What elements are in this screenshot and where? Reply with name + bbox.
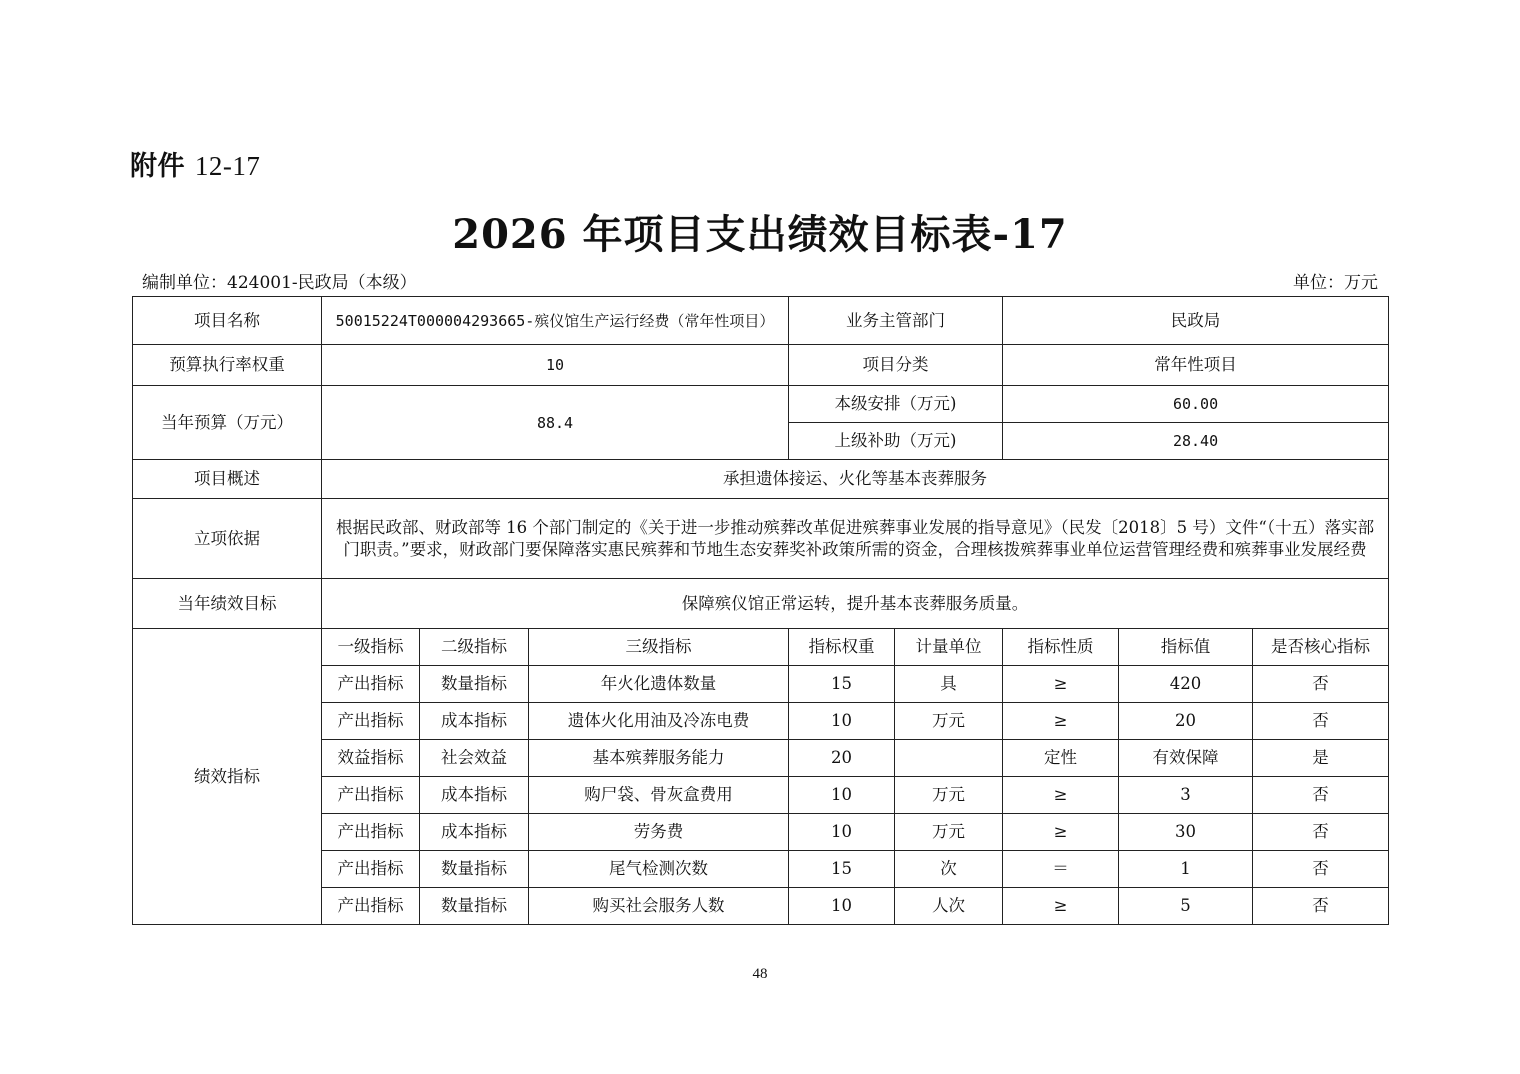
summary-label: 项目概述 — [133, 460, 322, 499]
indicator-row — [133, 740, 1389, 777]
cell-weight: 20 — [789, 740, 895, 777]
dept-value: 民政局 — [1003, 297, 1389, 345]
indicator-row — [133, 666, 1389, 703]
page-number: 48 — [752, 966, 768, 982]
project-name-value: 50015224T000004293665-殡仪馆生产运行经费（常年性项目） — [322, 297, 789, 345]
indicator-row — [133, 777, 1389, 814]
cell-level1: 产出指标 — [322, 703, 420, 740]
cell-core: 否 — [1253, 666, 1389, 703]
cell-core: 否 — [1253, 851, 1389, 888]
cell-core: 否 — [1253, 814, 1389, 851]
cell-unit: 万元 — [895, 703, 1003, 740]
cell-level2: 成本指标 — [420, 703, 529, 740]
basis-label: 立项依据 — [133, 499, 322, 579]
indicator-row — [133, 814, 1389, 851]
upper-value: 28.40 — [1003, 423, 1389, 460]
cell-weight: 10 — [789, 703, 895, 740]
header-value: 指标值 — [1119, 629, 1253, 666]
header-core: 是否核心指标 — [1253, 629, 1389, 666]
cell-value: 420 — [1119, 666, 1253, 703]
cell-level3: 购买社会服务人数 — [529, 888, 789, 925]
money-unit: 单位：万元 — [1293, 273, 1378, 293]
header-unit: 计量单位 — [895, 629, 1003, 666]
cell-level1: 产出指标 — [322, 888, 420, 925]
cell-core: 否 — [1253, 777, 1389, 814]
cell-core: 是 — [1253, 740, 1389, 777]
cell-weight: 10 — [789, 888, 895, 925]
cell-nature: ＝ — [1003, 851, 1119, 888]
basis-value: 根据民政部、财政部等 16 个部门制定的《关于进一步推动殡葬改革促进殡葬事业发展的指导意见》（民发〔2018〕5 号）文件“（十五）落实部门职责。”要求，财政部门要保障落实惠民殡葬和节地生态安葬奖补政策所需的资金，合理核拨殡葬事业单位运营管理经费和殡葬事业发展经费 — [322, 499, 1389, 579]
cell-unit: 具 — [895, 666, 1003, 703]
cell-level3: 劳务费 — [529, 814, 789, 851]
cell-core: 否 — [1253, 888, 1389, 925]
cell-weight: 10 — [789, 814, 895, 851]
header-nature: 指标性质 — [1003, 629, 1119, 666]
cell-unit: 万元 — [895, 814, 1003, 851]
attachment-prefix: 附件 — [130, 151, 185, 182]
cell-nature: ≥ — [1003, 814, 1119, 851]
cell-level3: 年火化遗体数量 — [529, 666, 789, 703]
cell-value: 20 — [1119, 703, 1253, 740]
cell-weight: 10 — [789, 777, 895, 814]
cell-level1: 效益指标 — [322, 740, 420, 777]
cell-nature: ≥ — [1003, 703, 1119, 740]
header-level1: 一级指标 — [322, 629, 420, 666]
cell-level2: 成本指标 — [420, 777, 529, 814]
row-weight — [133, 345, 1389, 386]
cell-level1: 产出指标 — [322, 777, 420, 814]
project-name-label: 项目名称 — [133, 297, 322, 345]
upper-label: 上级补助（万元) — [789, 423, 1003, 460]
row-budget-local — [133, 386, 1389, 423]
page-title: 2026 年项目支出绩效目标表-17 — [452, 211, 1068, 258]
indicator-row — [133, 851, 1389, 888]
goal-label: 当年绩效目标 — [133, 579, 322, 629]
cell-weight: 15 — [789, 851, 895, 888]
weight-label: 预算执行率权重 — [133, 345, 322, 386]
weight-value: 10 — [322, 345, 789, 386]
row-basis — [133, 499, 1389, 579]
budget-value: 88.4 — [322, 386, 789, 460]
cell-level3: 购尸袋、骨灰盒费用 — [529, 777, 789, 814]
header-level2: 二级指标 — [420, 629, 529, 666]
category-label: 项目分类 — [789, 345, 1003, 386]
cell-value: 3 — [1119, 777, 1253, 814]
cell-value: 1 — [1119, 851, 1253, 888]
cell-level3: 尾气检测次数 — [529, 851, 789, 888]
header-weight: 指标权重 — [789, 629, 895, 666]
cell-core: 否 — [1253, 703, 1389, 740]
cell-nature: ≥ — [1003, 888, 1119, 925]
indicator-row — [133, 703, 1389, 740]
attachment-number: 12-17 — [194, 151, 261, 181]
cell-level1: 产出指标 — [322, 814, 420, 851]
cell-level2: 数量指标 — [420, 851, 529, 888]
cell-level2: 成本指标 — [420, 814, 529, 851]
cell-nature: ≥ — [1003, 777, 1119, 814]
row-project-name — [133, 297, 1389, 345]
row-goal — [133, 579, 1389, 629]
header-level3: 三级指标 — [529, 629, 789, 666]
row-summary — [133, 460, 1389, 499]
cell-level1: 产出指标 — [322, 666, 420, 703]
summary-value: 承担遗体接运、火化等基本丧葬服务 — [322, 460, 1389, 499]
cell-level3: 遗体火化用油及冷冻电费 — [529, 703, 789, 740]
indicator-row — [133, 888, 1389, 925]
cell-level2: 数量指标 — [420, 666, 529, 703]
cell-level1: 产出指标 — [322, 851, 420, 888]
compiling-unit: 编制单位：424001-民政局（本级） — [142, 273, 417, 293]
indicators-label: 绩效指标 — [133, 629, 322, 925]
row-indicator-header — [133, 629, 1389, 666]
performance-target-table — [132, 296, 1389, 925]
cell-unit: 万元 — [895, 777, 1003, 814]
dept-label: 业务主管部门 — [789, 297, 1003, 345]
cell-nature: 定性 — [1003, 740, 1119, 777]
goal-value: 保障殡仪馆正常运转，提升基本丧葬服务质量。 — [322, 579, 1389, 629]
local-label: 本级安排（万元) — [789, 386, 1003, 423]
cell-level3: 基本殡葬服务能力 — [529, 740, 789, 777]
cell-nature: ≥ — [1003, 666, 1119, 703]
cell-value: 30 — [1119, 814, 1253, 851]
local-value: 60.00 — [1003, 386, 1389, 423]
category-value: 常年性项目 — [1003, 345, 1389, 386]
cell-value: 5 — [1119, 888, 1253, 925]
cell-value: 有效保障 — [1119, 740, 1253, 777]
budget-label: 当年预算（万元） — [133, 386, 322, 460]
cell-level2: 社会效益 — [420, 740, 529, 777]
cell-level2: 数量指标 — [420, 888, 529, 925]
cell-unit — [895, 740, 1003, 777]
cell-weight: 15 — [789, 666, 895, 703]
attachment-label — [130, 144, 260, 183]
cell-unit: 人次 — [895, 888, 1003, 925]
cell-unit: 次 — [895, 851, 1003, 888]
